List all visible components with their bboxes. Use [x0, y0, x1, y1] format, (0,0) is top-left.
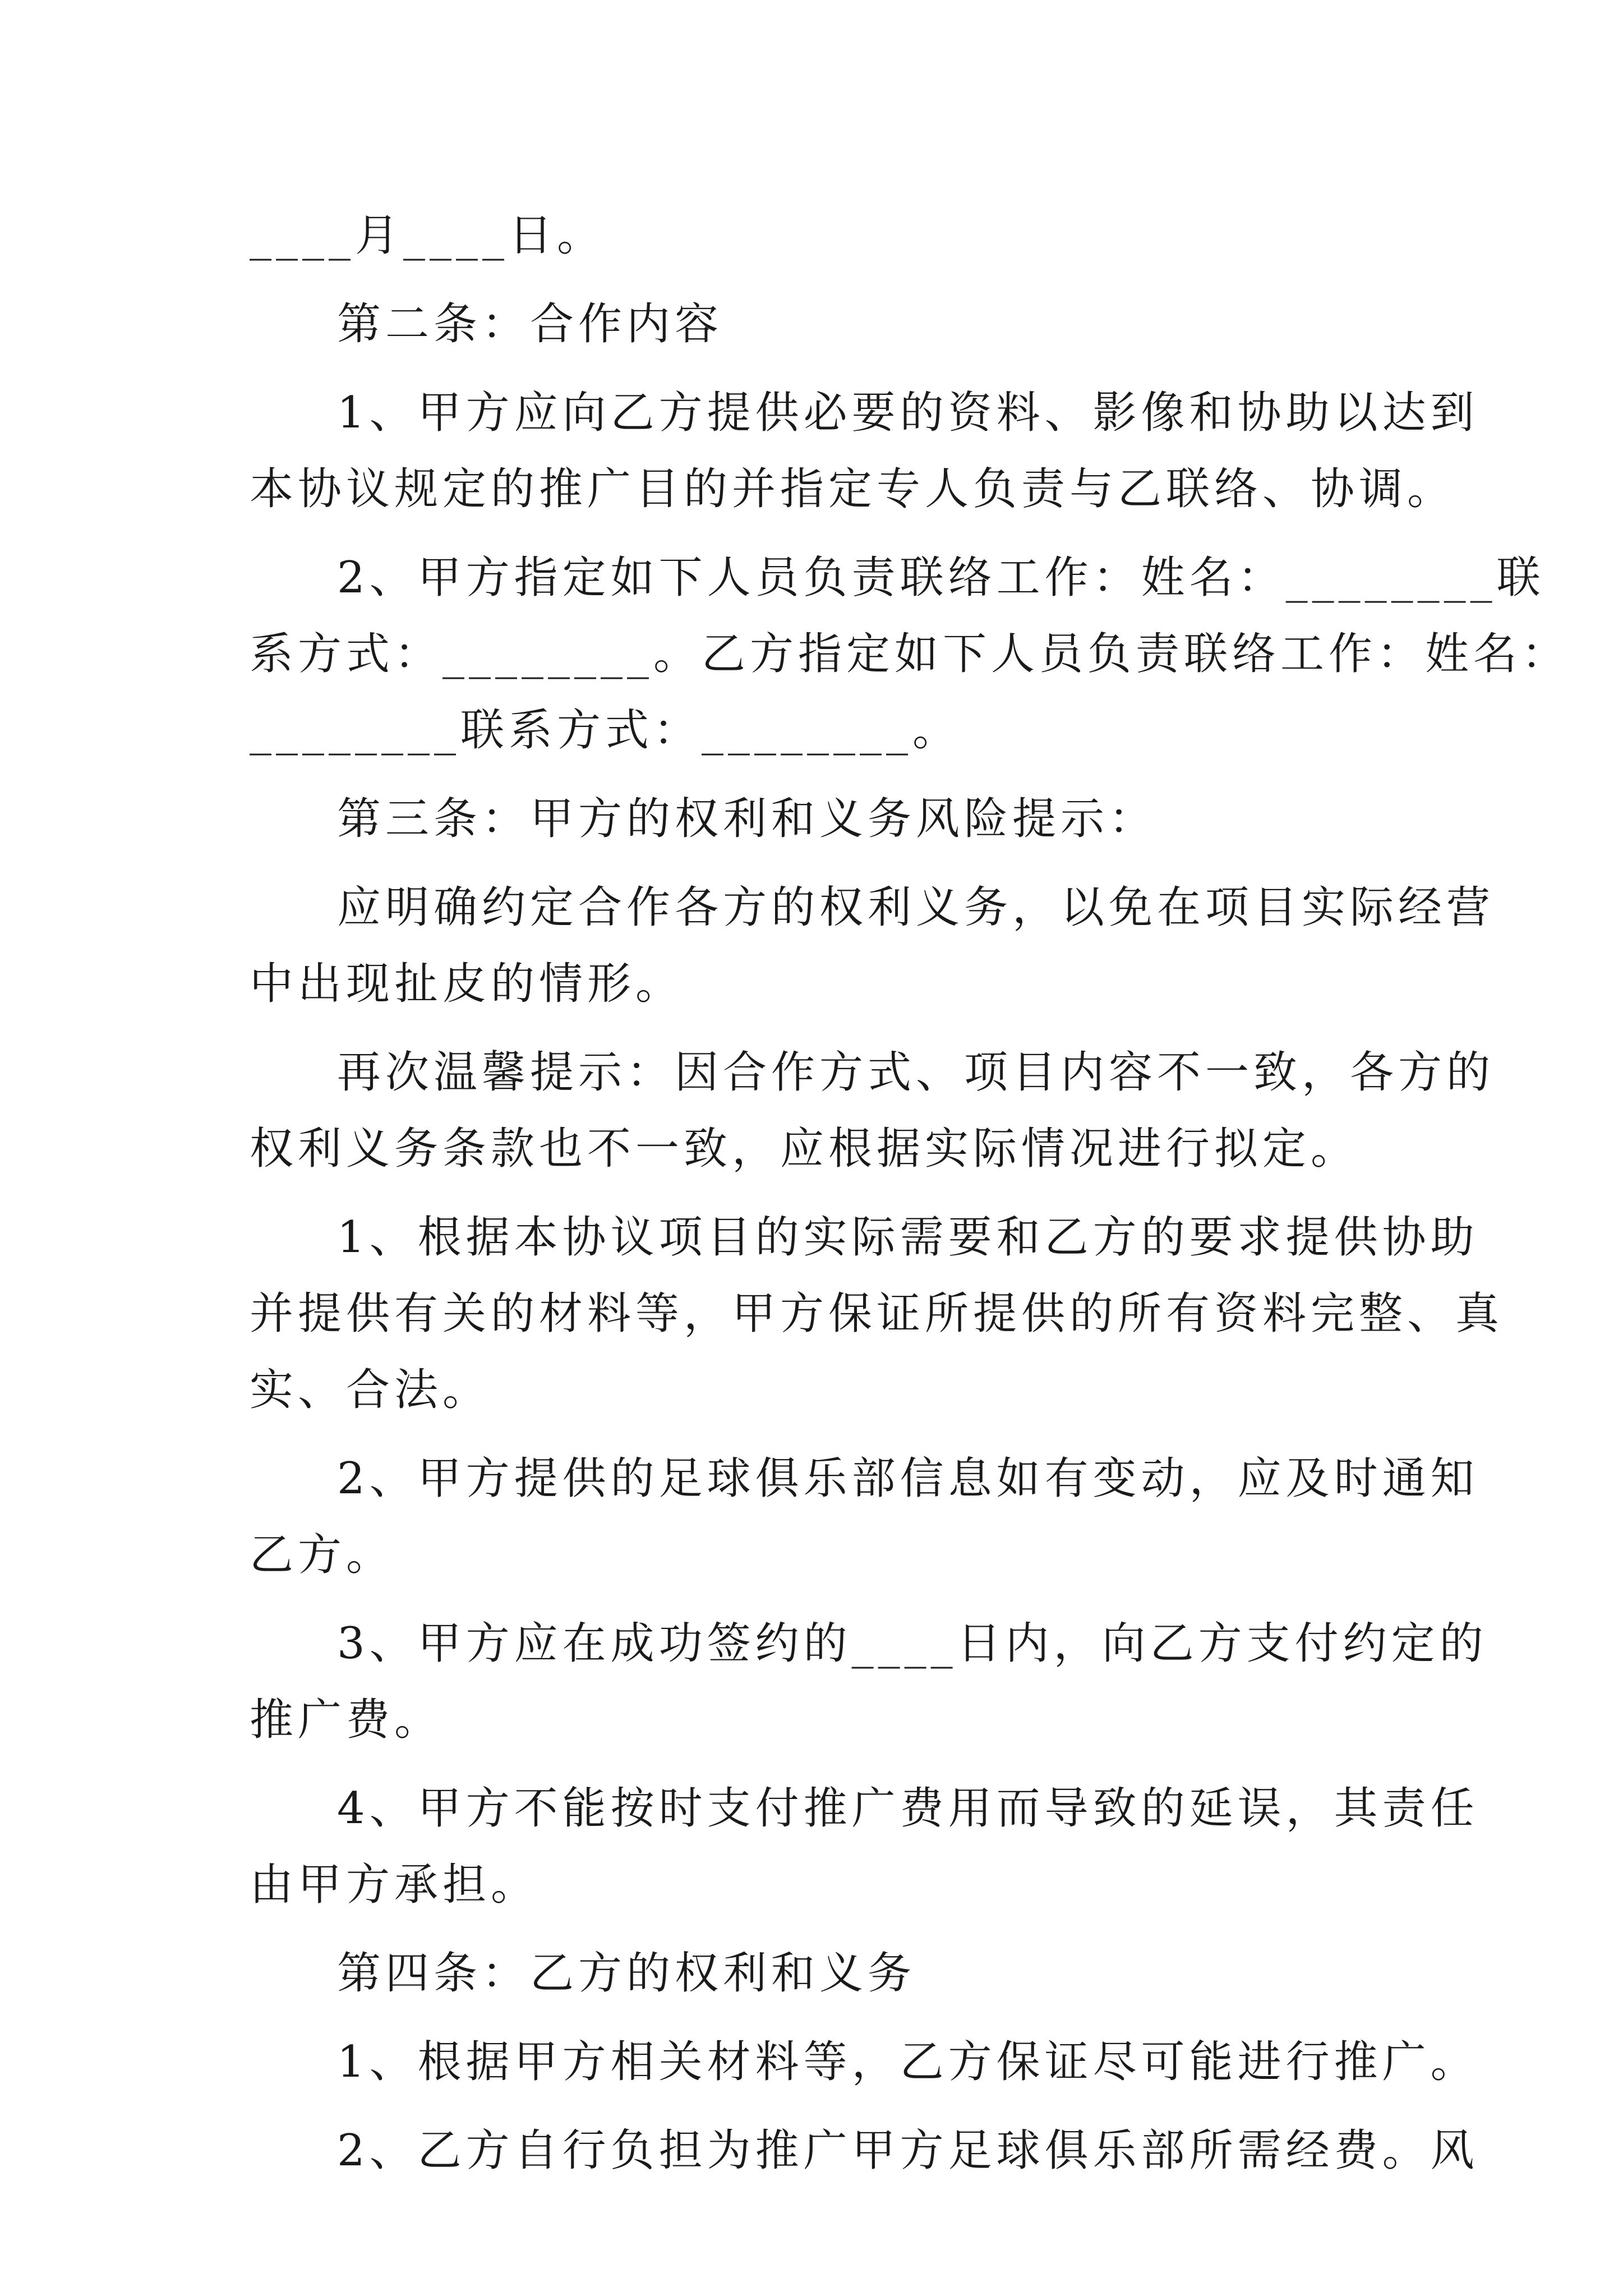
text-line: 第四条：乙方的权利和义务	[337, 1948, 916, 1999]
text-line: 1、根据本协议项目的实际需要和乙方的要求提供协助	[337, 1212, 1479, 1263]
text-line: 由甲方承担。	[250, 1860, 540, 1910]
text-line: 权利义务条款也不一致，应根据实际情况进行拟定。	[250, 1124, 1359, 1174]
text-line: 实、合法。	[250, 1365, 491, 1415]
text-line: ________联系方式：________。	[250, 705, 961, 756]
text-line: 本协议规定的推广目的并指定专人负责与乙联络、协调。	[250, 464, 1456, 514]
text-line: 中出现扯皮的情形。	[250, 959, 684, 1009]
document-body	[250, 197, 1570, 2189]
text-line: ____月____日。	[250, 210, 606, 261]
text-line: 推广费。	[250, 1695, 443, 1745]
text-line: 第三条：甲方的权利和义务风险提示：	[337, 794, 1158, 844]
text-line: 2、乙方自行负担为推广甲方足球俱乐部所需经费。风	[337, 2125, 1479, 2176]
text-line: 系方式：________。乙方指定如下人员负责联络工作：姓名：	[250, 629, 1570, 679]
text-line: 乙方。	[250, 1530, 395, 1580]
text-line: 3、甲方应在成功签约的____日内，向乙方支付约定的	[337, 1618, 1488, 1669]
text-line: 1、甲方应向乙方提供必要的资料、影像和协助以达到	[337, 388, 1479, 438]
text-line: 第二条：合作内容	[337, 299, 723, 349]
text-line: 2、甲方指定如下人员负责联络工作：姓名：________联	[337, 553, 1545, 603]
text-line: 并提供有关的材料等，甲方保证所提供的所有资料完整、真	[250, 1289, 1504, 1339]
text-line: 再次温馨提示：因合作方式、项目内容不一致，各方的	[337, 1047, 1495, 1098]
text-line: 2、甲方提供的足球俱乐部信息如有变动，应及时通知	[337, 1453, 1479, 1504]
text-line: 4、甲方不能按时支付推广费用而导致的延误，其责任	[337, 1783, 1479, 1834]
text-line: 应明确约定合作各方的权利义务，以免在项目实际经营	[337, 882, 1495, 933]
text-line: 1、根据甲方相关材料等，乙方保证尽可能进行推广。	[337, 2037, 1479, 2087]
